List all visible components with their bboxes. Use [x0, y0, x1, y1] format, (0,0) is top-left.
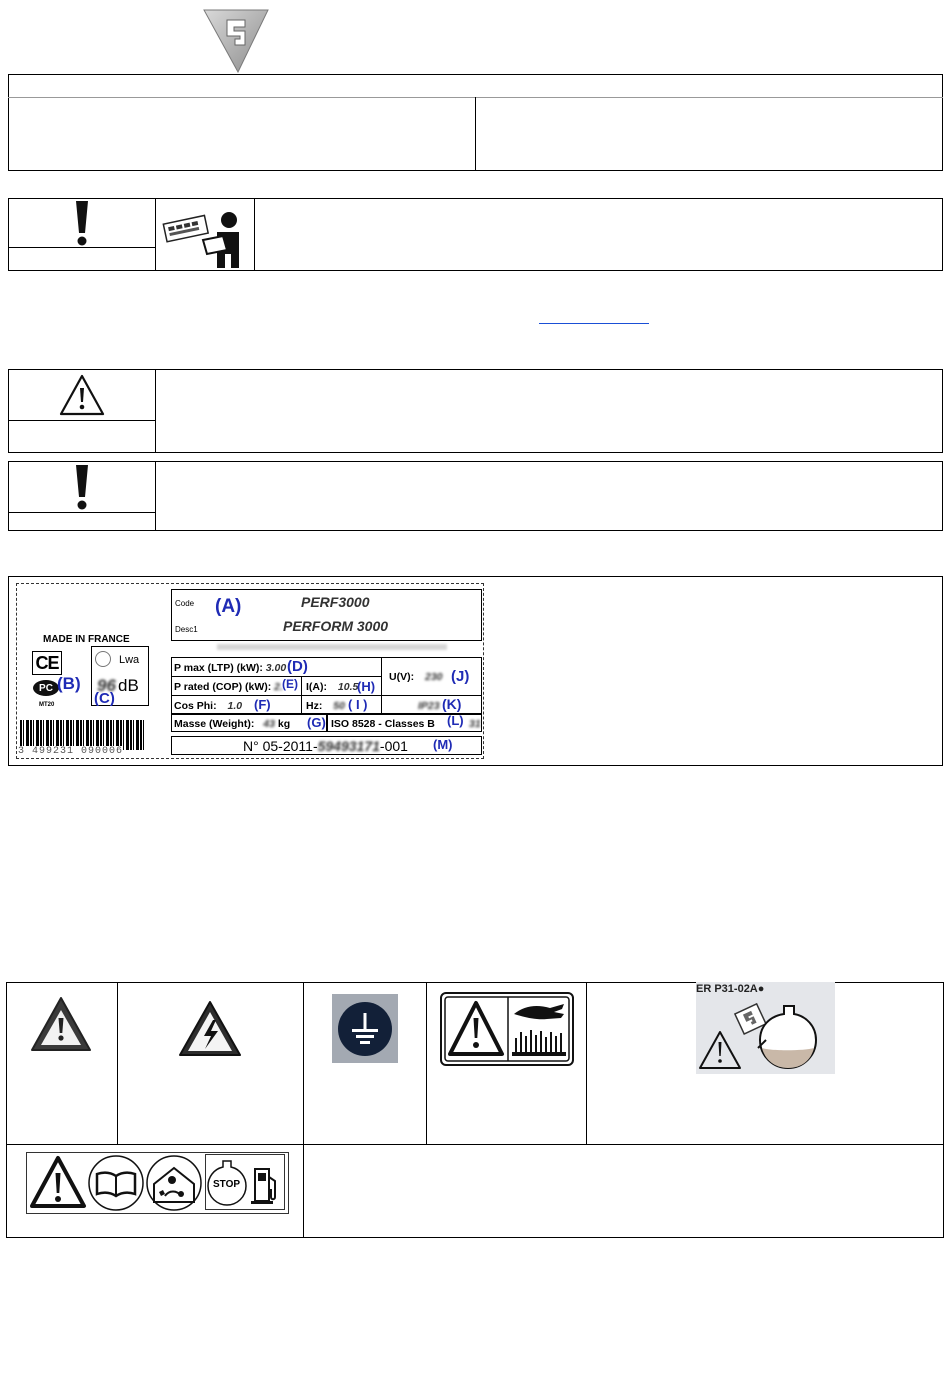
manufacturer-logo — [203, 8, 269, 74]
serial-middle: 59493171 — [317, 738, 380, 754]
earth-ground-icon — [332, 994, 398, 1063]
code-label: Code — [175, 599, 195, 608]
callout-d: (D) — [287, 658, 308, 675]
caution-triangle-icon — [59, 374, 105, 416]
prated-label: P rated (COP) (kW): — [174, 681, 272, 693]
mass-label: Masse (Weight): — [174, 718, 255, 730]
stop-text: STOP — [213, 1179, 241, 1190]
code-value: PERF3000 — [301, 594, 370, 610]
callout-h: (H) — [357, 679, 376, 694]
general-danger-icon — [30, 996, 92, 1052]
combined-warning-label — [26, 1152, 289, 1214]
lwa-value: 96 — [97, 676, 116, 695]
reading-manual-icon — [159, 200, 251, 270]
iso-label: ISO 8528 - Classes B — [331, 718, 435, 730]
lwa-label: Lwa — [119, 654, 140, 666]
sound-icon — [95, 651, 111, 667]
blurred-text — [217, 644, 447, 650]
ip-value: IP23 — [418, 700, 440, 712]
callout-a: (A) — [215, 596, 242, 617]
manufacturer-triangle-logo-icon — [203, 8, 269, 74]
warning-icon — [29, 1155, 87, 1209]
mass-value: 43 — [263, 718, 275, 730]
exclamation-icon — [72, 463, 92, 511]
oil-level-icon — [696, 996, 835, 1074]
exclamation-icon — [72, 199, 92, 247]
cosphi-label: Cos Phi: — [174, 700, 217, 712]
serial-prefix: N° 05-2011- — [243, 738, 318, 754]
oil-label-code: ER P31-02A● — [696, 983, 765, 995]
desc-label: Desc1 — [175, 625, 198, 634]
lwa-unit: dB — [118, 676, 139, 695]
callout-f: (F) — [254, 697, 271, 712]
callout-g: (G) — [307, 715, 326, 730]
barcode-number: 3 499231 090006 — [18, 746, 124, 757]
hyperlink-underline[interactable] — [539, 323, 649, 324]
callout-k: (K) — [442, 696, 462, 712]
oil-level-label — [696, 982, 835, 1074]
current-value: 10.5 — [337, 681, 359, 693]
toxic-fumes-icon — [145, 1154, 203, 1212]
serial-suffix: -001 — [379, 738, 408, 754]
current-label: I(A): — [306, 681, 327, 693]
pct-mark-icon: PC — [33, 680, 59, 696]
callout-l: (L) — [447, 713, 464, 728]
iso-tail: 31 — [469, 718, 481, 730]
callout-m: (M) — [433, 737, 453, 752]
mt20-label: MT20 — [39, 702, 55, 708]
mass-unit: kg — [277, 718, 291, 730]
prated-value: 2. — [274, 681, 283, 693]
cosphi-value: 1.0 — [227, 700, 243, 712]
callout-c: (C) — [94, 690, 115, 707]
callout-j: (J) — [451, 668, 470, 685]
voltage-value: 230 — [425, 671, 443, 683]
callout-b: (B) — [57, 674, 81, 693]
electric-shock-icon — [178, 1000, 242, 1057]
desc-value: PERFORM 3000 — [283, 618, 389, 634]
made-in-label: MADE IN FRANCE — [43, 634, 130, 645]
ce-mark-icon: CE — [32, 651, 62, 675]
voltage-label: U(V): — [389, 671, 415, 683]
pmax-value: 3.00 — [265, 662, 287, 674]
callout-i: ( I ) — [348, 697, 368, 712]
callout-e: (E) — [282, 677, 298, 691]
pmax-label: P max (LTP) (kW): — [174, 662, 263, 674]
hz-label: Hz: — [306, 700, 323, 712]
read-manual-icon — [87, 1154, 145, 1212]
hz-value: 50 — [333, 700, 345, 712]
hot-surface-burn-icon — [440, 992, 574, 1066]
